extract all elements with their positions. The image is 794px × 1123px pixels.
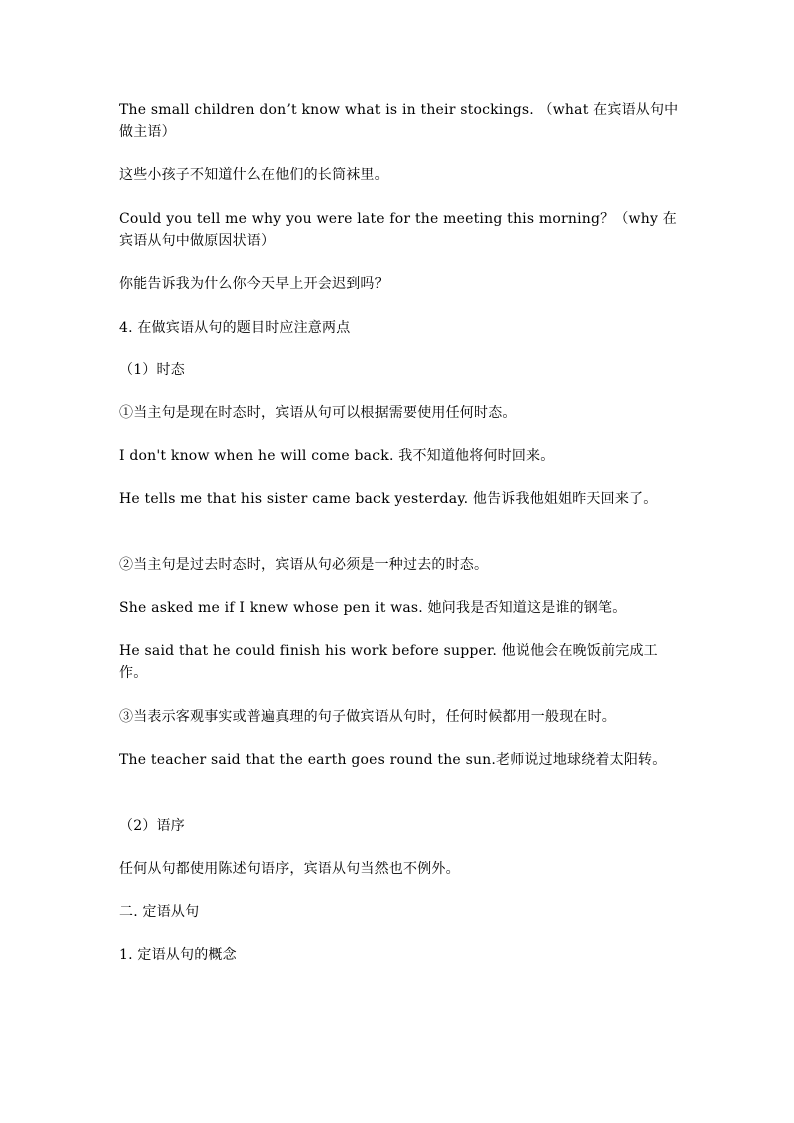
subheading-tense: （1）时态 [119, 362, 185, 378]
example-whose-pen: She asked me if I knew whose pen it was. 她问我是否知道这是谁的钢笔。 [119, 600, 627, 616]
rule-past-tense: ②当主句是过去时态时，宾语从句必须是一种过去的时态。 [119, 557, 489, 573]
paragraph-example-why-chinese: 你能告诉我为什么你今天早上开会迟到吗？ [119, 276, 389, 292]
paragraph-example-what-chinese: 这些小孩子不知道什么在他们的长筒袜里。 [119, 167, 389, 183]
subheading-attributive-concept: 1. 定语从句的概念 [119, 947, 237, 963]
subheading-word-order: （2）语序 [119, 818, 185, 834]
example-earth-sun: The teacher said that the earth goes round the sun.老师说过地球绕着太阳转。 [119, 752, 667, 768]
section-heading-notes: 4. 在做宾语从句的题目时应注意两点 [119, 320, 351, 336]
rule-word-order: 任何从句都使用陈述句语序，宾语从句当然也不例外。 [119, 861, 460, 877]
paragraph-example-what-english: The small children don’t know what is in their stockings. （what 在宾语从句中做主语） [119, 102, 679, 140]
example-sister-came-back: He tells me that his sister came back yesterday. 他告诉我他姐姐昨天回来了。 [119, 491, 658, 507]
section-heading-attributive-clause: 二. 定语从句 [119, 904, 200, 920]
example-come-back: I don't know when he will come back. 我不知道他将何时回来。 [119, 448, 555, 464]
paragraph-example-why-english: Could you tell me why you were late for the meeting this morning？（why 在宾语从句中做原因状语） [119, 211, 677, 249]
example-finish-work: He said that he could finish his work before supper. 他说他会在晚饭前完成工作。 [119, 643, 658, 681]
rule-present-tense: ①当主句是现在时态时，宾语从句可以根据需要使用任何时态。 [119, 405, 517, 421]
rule-universal-truth: ③当表示客观事实或普遍真理的句子做宾语从句时，任何时候都用一般现在时。 [119, 709, 616, 725]
